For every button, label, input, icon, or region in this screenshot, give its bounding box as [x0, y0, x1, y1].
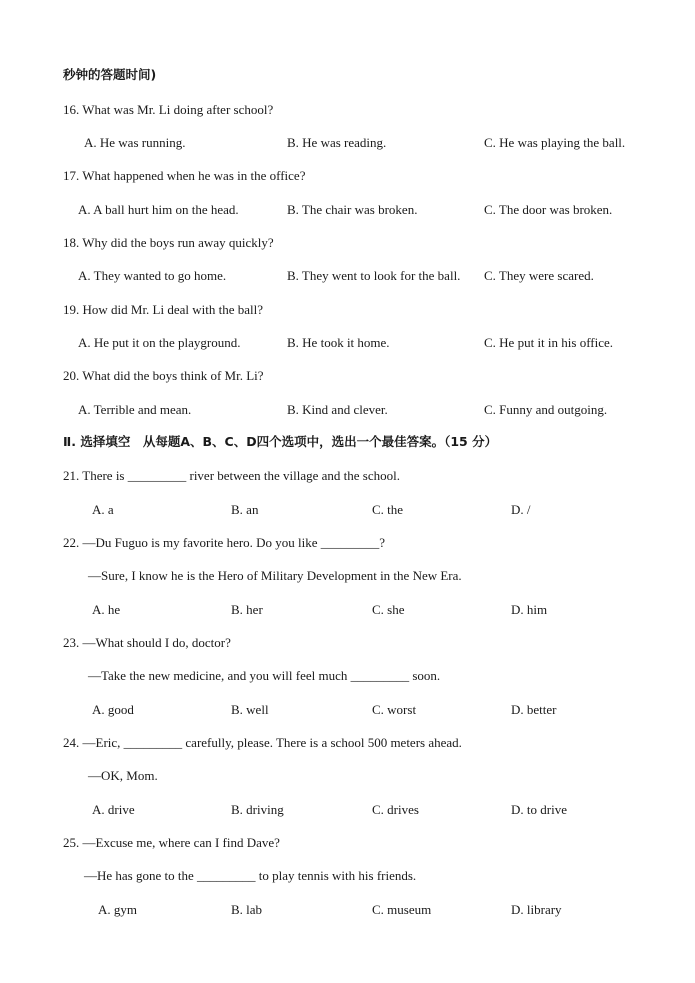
question-16-option-b: B. He was reading.: [287, 135, 387, 150]
question-16-option-c: C. He was playing the ball.: [484, 135, 626, 150]
question-20-option-a: A. Terrible and mean.: [78, 402, 192, 417]
question-22-option-d: D. him: [511, 602, 548, 617]
question-21-option-b: B. an: [231, 502, 259, 517]
question-19-option-a: A. He put it on the playground.: [78, 335, 241, 350]
question-22-option-c: C. she: [372, 602, 405, 617]
question-25-option-d: D. library: [511, 902, 562, 917]
question-23-reply: —Take the new medicine, and you will feel much _________ soon.: [88, 668, 441, 683]
question-24-option-a: A. drive: [92, 802, 135, 817]
question-21-stem: 21. There is _________ river between the village and the school.: [63, 468, 400, 483]
question-18-stem: 18. Why did the boys run away quickly?: [63, 235, 274, 250]
question-25-option-c: C. museum: [372, 902, 432, 917]
question-22-stem: 22. —Du Fuguo is my favorite hero. Do you like _________?: [63, 535, 386, 550]
question-20-option-b: B. Kind and clever.: [287, 402, 388, 417]
question-25-option-b: B. lab: [231, 902, 263, 917]
question-24-option-b: B. driving: [231, 802, 284, 817]
question-23-option-d: D. better: [511, 702, 557, 717]
intro-line: 秒钟的答题时间): [63, 67, 157, 82]
question-18-option-a: A. They wanted to go home.: [78, 268, 227, 283]
question-25-reply: —He has gone to the _________ to play tennis with his friends.: [84, 868, 417, 883]
question-21-option-d: D. /: [511, 502, 531, 517]
question-19-option-b: B. He took it home.: [287, 335, 390, 350]
question-21-option-c: C. the: [372, 502, 404, 517]
question-22-reply: —Sure, I know he is the Hero of Military Development in the New Era.: [88, 568, 462, 583]
question-19-option-c: C. He put it in his office.: [484, 335, 614, 350]
question-22-option-a: A. he: [92, 602, 121, 617]
question-17-option-c: C. The door was broken.: [484, 202, 613, 217]
question-17-stem: 17. What happened when he was in the office?: [63, 168, 306, 183]
question-24-stem: 24. —Eric, _________ carefully, please. There is a school 500 meters ahead.: [63, 735, 462, 750]
question-20-stem: 20. What did the boys think of Mr. Li?: [63, 368, 264, 383]
question-18-option-b: B. They went to look for the ball.: [287, 268, 461, 283]
question-24-option-c: C. drives: [372, 802, 419, 817]
question-23-stem: 23. —What should I do, doctor?: [63, 635, 231, 650]
question-24-reply: —OK, Mom.: [88, 768, 158, 783]
question-25-option-a: A. gym: [98, 902, 137, 917]
question-22-option-b: B. her: [231, 602, 263, 617]
question-23-option-a: A. good: [92, 702, 134, 717]
question-24-option-d: D. to drive: [511, 802, 567, 817]
question-16-stem: 16. What was Mr. Li doing after school?: [63, 102, 274, 117]
question-19-stem: 19. How did Mr. Li deal with the ball?: [63, 302, 264, 317]
question-16-option-a: A. He was running.: [84, 135, 186, 150]
question-17-option-b: B. The chair was broken.: [287, 202, 418, 217]
question-23-option-b: B. well: [231, 702, 269, 717]
question-25-stem: 25. —Excuse me, where can I find Dave?: [63, 835, 280, 850]
section-2-heading: Ⅱ. 选择填空 从每题A、B、C、D四个选项中，选出一个最佳答案。（15 分）: [63, 434, 498, 449]
question-18-option-c: C. They were scared.: [484, 268, 594, 283]
question-23-option-c: C. worst: [372, 702, 417, 717]
question-21-option-a: A. a: [92, 502, 114, 517]
question-20-option-c: C. Funny and outgoing.: [484, 402, 608, 417]
question-17-option-a: A. A ball hurt him on the head.: [78, 202, 239, 217]
